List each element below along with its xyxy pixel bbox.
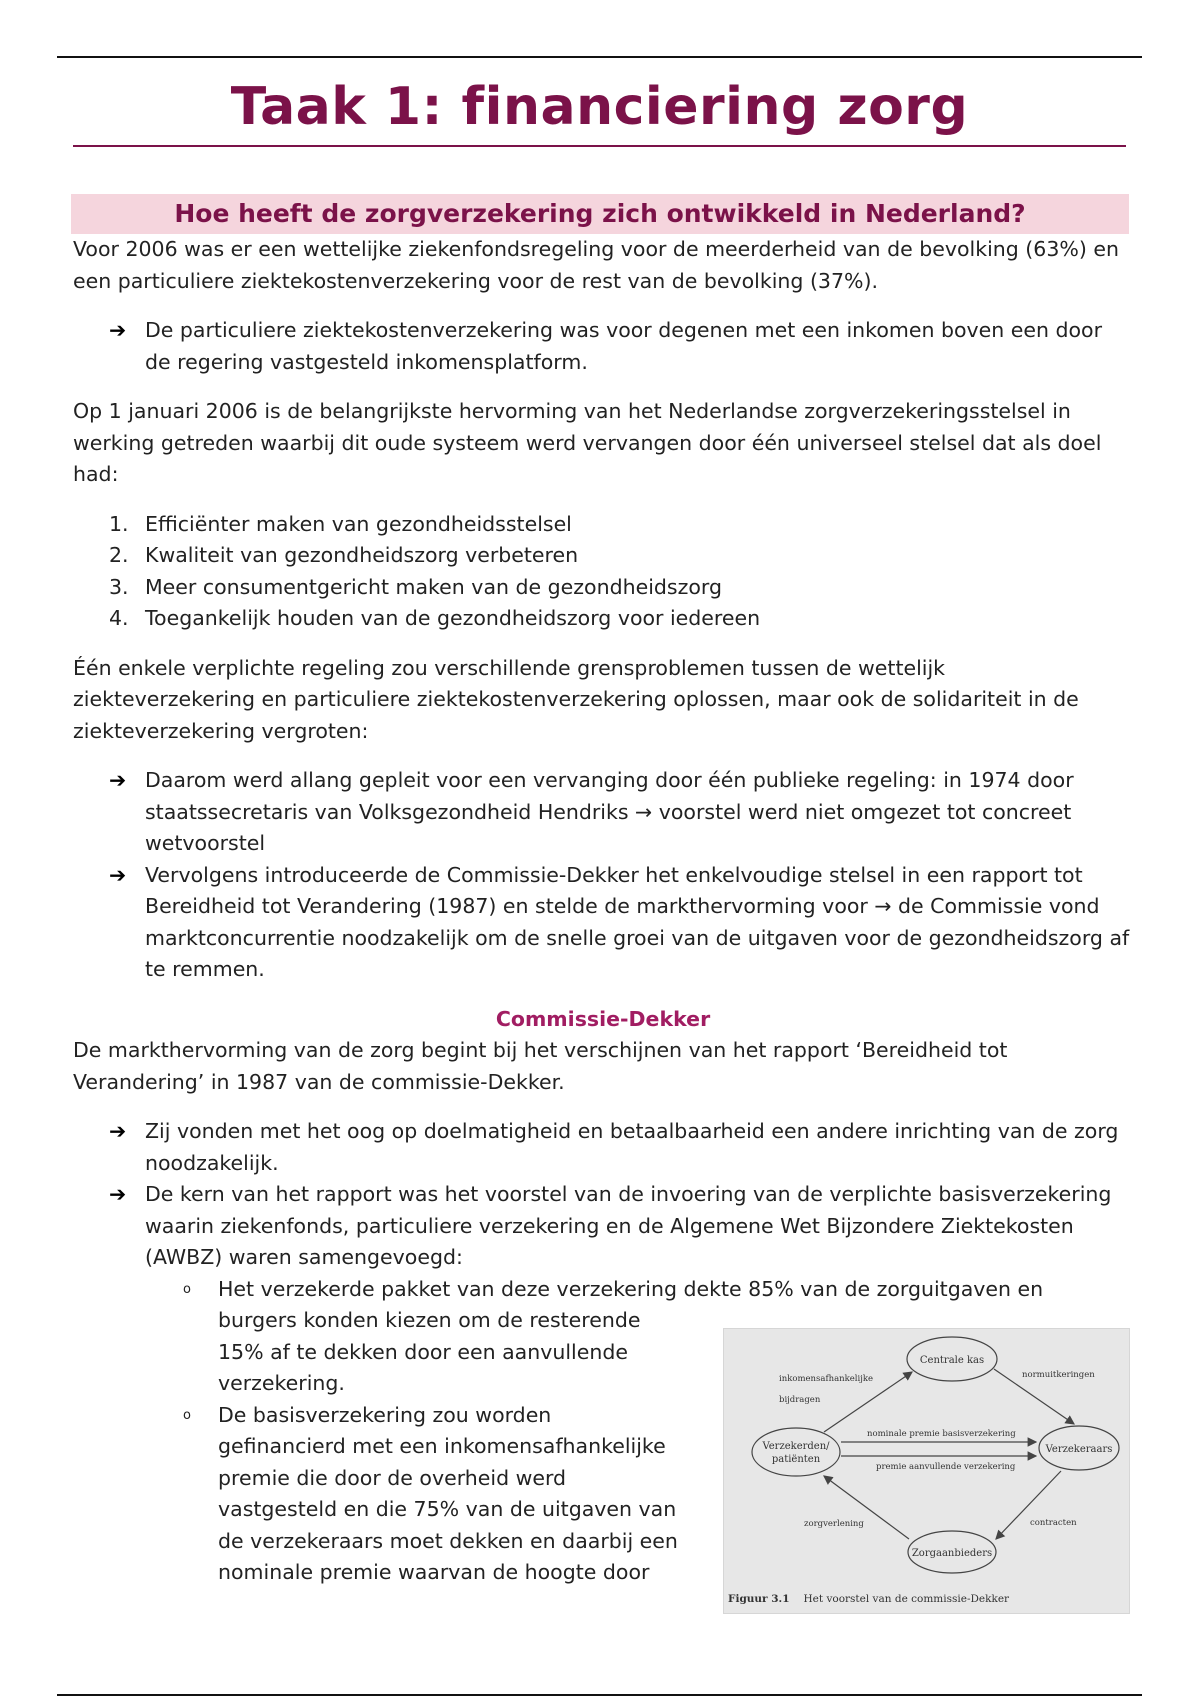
arrow-bullet-icon: ➔ [109, 768, 127, 792]
page-title: Taak 1: financiering zorg [230, 77, 969, 137]
bullet-list-3 [73, 1116, 1133, 1274]
label-inkomensafhankelijke: inkomensafhankelijke [779, 1374, 874, 1384]
arrow-bullet-icon: ➔ [109, 1119, 127, 1143]
list-item: 4. Toegankelijk houden van de gezondheidszorg voor iedereen [109, 606, 761, 630]
label-zorgverlening: zorgverlening [804, 1519, 864, 1529]
list-item: ➔ De particuliere ziektekostenverzekering was voor degenen met een inkomen boven een door de regering vastgesteld inkomensplatform. [73, 315, 1133, 378]
list-item: 3. Meer consumentgericht maken van de gezondheidszorg [109, 574, 722, 599]
label-premie-aanvullende: premie aanvullende verzekering [876, 1462, 1016, 1472]
list-item: ➔ Zij vonden met het oog op doelmatigheid en betaalbaarheid een andere inrichting van de zorg noodzakelijk. [73, 1116, 1133, 1179]
circle-bullet-icon: o [183, 1281, 191, 1297]
label-verzekeraars: Verzekeraars [1045, 1444, 1113, 1455]
circle-bullet-icon: o [183, 1407, 191, 1423]
subheading-commissie-dekker: Commissie-Dekker [495, 1006, 711, 1031]
bullet-list-1 [73, 315, 1133, 378]
list-item: ➔ Daarom werd allang gepleit voor een vervanging door één publieke regeling: in 1974 door staatssecretaris van Volksgezondheid Hendriks → voorstel werd niet omgezet tot concreet wetvoorstel [73, 765, 1133, 860]
top-rule [57, 56, 1142, 58]
bottom-rule [57, 1694, 1142, 1696]
list-item: 2. Kwaliteit van gezondheidszorg verbeteren [109, 543, 579, 567]
list-item: 1. Efficiënter maken van gezondheidsstelsel [109, 511, 572, 536]
edge-contracten [996, 1471, 1061, 1539]
label-nominale-premie: nominale premie basisverzekering [867, 1429, 1016, 1439]
dekker-diagram [724, 1329, 1129, 1591]
list-item: o Het verzekerde pakket van deze verzekering dekte 85% van de zorguitgaven en burgers konden kiezen om de resterende 15% af te dekken door een aanvullende verzekering. [73, 1274, 1133, 1400]
label-verzekerden-1: Verzekerden/ [762, 1441, 830, 1452]
arrow-bullet-icon: ➔ [109, 318, 127, 342]
label-verzekerden-2: patiënten [771, 1454, 821, 1465]
arrow-bullet-icon: ➔ [109, 862, 127, 887]
list-item: ➔ De kern van het rapport was het voorstel van de invoering van de verplichte basisverzekering waarin ziekenfonds, particuliere verzekering en de Algemene Wet Bijzondere Ziektekosten (AWBZ) waren samengevoegd: [73, 1179, 1133, 1274]
label-contracten: contracten [1030, 1518, 1077, 1528]
paragraph-dekker: De markthervorming van de zorg begint bij het verschijnen van het rapport ‘Bereidheid tot Verandering’ in 1987 van de commissie-Dekker. [73, 1038, 1008, 1094]
paragraph-reform: Op 1 januari 2006 is de belangrijkste hervorming van het Nederlandse zorgverzekeringsstelsel in werking getreden waarbij dit oude systeem werd vervangen door één universeel stelsel dat als doel had: [73, 399, 1102, 486]
label-bijdragen: bijdragen [779, 1395, 821, 1405]
node-verzekerden [752, 1428, 840, 1476]
title-underline [73, 145, 1126, 147]
label-zorgaanbieders: Zorgaanbieders [911, 1548, 993, 1559]
paragraph-solidarity: Één enkele verplichte regeling zou verschillende grensproblemen tussen de wettelijk ziekteverzekering en particuliere ziektekostenverzekering oplossen, maar ook de solidariteit in de ziekteverzekering vergroten: [73, 655, 1079, 743]
list-item: o De basisverzekering zou worden gefinancierd met een inkomensafhankelijke premie die door de overheid werd vastgesteld en die 75% van de uitgaven van de verzekeraars moet dekken en daarbij een nominale premie waarvan de hoogte door [73, 1400, 1133, 1589]
bullet-list-2 [73, 765, 1133, 986]
label-normuitkeringen: normuitkeringen [1022, 1370, 1095, 1380]
label-centrale-kas: Centrale kas [919, 1355, 985, 1366]
arrow-bullet-icon: ➔ [109, 1182, 127, 1206]
section-heading: Hoe heeft de zorgverzekering zich ontwikkeld in Nederland? [71, 194, 1129, 234]
paragraph-intro: Voor 2006 was er een wettelijke ziekenfondsregeling voor de meerderheid van de bevolking (63%) en een particuliere ziektekostenverzekering voor de rest van de bevolking (37%). [73, 237, 1119, 293]
dekker-diagram-figure [723, 1328, 1130, 1614]
goals-list [73, 509, 1133, 635]
list-item: ➔ Vervolgens introduceerde de Commissie-Dekker het enkelvoudige stelsel in een rapport tot Bereidheid tot Verandering (1987) en stelde de markthervorming voor → de Commissie vond marktconcurrentie noodzakelijk om de snelle groei van de uitgaven voor de gezondheidszorg af te remmen. [73, 860, 1133, 986]
edge-zorgverlening [824, 1476, 909, 1539]
figure-caption: Figuur 3.1 Het voorstel van de commissie-Dekker [728, 1593, 1010, 1605]
